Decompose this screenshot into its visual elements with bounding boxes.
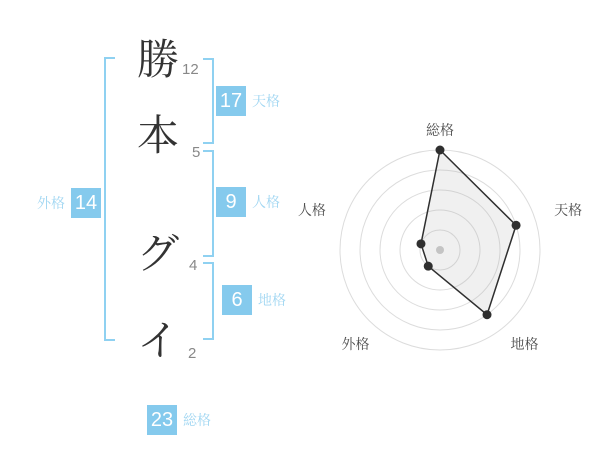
tenkaku-label: 天格 <box>252 93 280 109</box>
stroke-count: 12 <box>182 61 199 78</box>
radar-axis-label: 外格 <box>341 336 370 353</box>
chikaku-bracket <box>203 262 214 340</box>
name-character: イ <box>136 317 179 364</box>
stroke-count: 2 <box>188 345 197 362</box>
gaikaku-value-badge: 14 <box>71 188 101 218</box>
radar-axis-label: 地格 <box>510 336 539 353</box>
radar-chart <box>290 95 590 395</box>
chikaku-value-badge: 6 <box>222 285 252 315</box>
soukaku-label: 総格 <box>183 412 211 428</box>
chikaku-badge-group <box>222 285 286 315</box>
name-character: 勝 <box>136 36 179 83</box>
soukaku-badge-group <box>147 405 211 435</box>
chikaku-label: 地格 <box>258 292 286 308</box>
tenkaku-value-badge: 17 <box>216 86 246 116</box>
gaikaku-badge-group <box>37 188 101 218</box>
jinkaku-label: 人格 <box>252 194 280 210</box>
stroke-count: 5 <box>192 144 201 161</box>
tenkaku-badge-group <box>216 86 280 116</box>
name-character: 本 <box>136 112 179 159</box>
radar-axis-label: 人格 <box>297 201 326 218</box>
stroke-count: 4 <box>189 257 198 274</box>
radar-axis-label: 総格 <box>426 122 454 138</box>
jinkaku-badge-group <box>216 187 280 217</box>
soukaku-value-badge: 23 <box>147 405 177 435</box>
name-character: グ <box>136 230 179 277</box>
jinkaku-bracket <box>203 150 214 257</box>
tenkaku-bracket <box>203 58 214 144</box>
gaikaku-bracket <box>104 57 115 341</box>
gaikaku-label: 外格 <box>37 195 65 211</box>
radar-axis-label: 天格 <box>554 201 583 218</box>
jinkaku-value-badge: 9 <box>216 187 246 217</box>
